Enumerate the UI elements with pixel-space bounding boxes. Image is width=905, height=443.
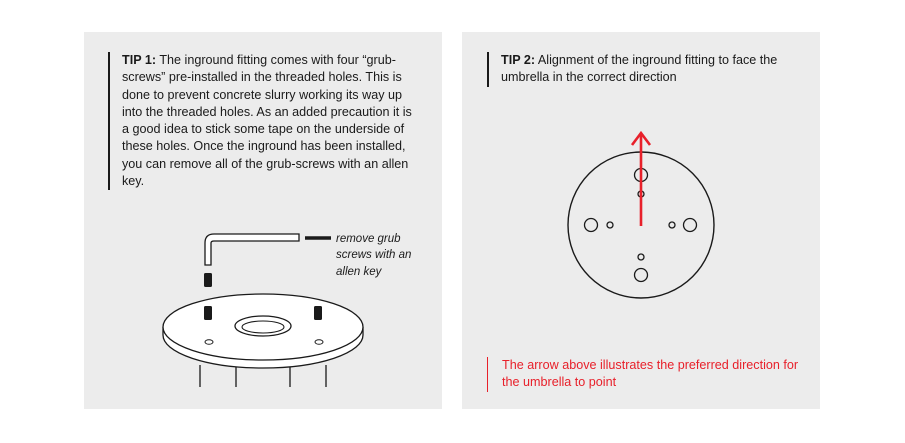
tip1-panel: [84, 32, 442, 409]
fitting-top-view-illustration: [462, 32, 820, 409]
tip2-body: Alignment of the inground fitting to face the umbrella in the correct direction: [501, 53, 778, 85]
direction-arrow-icon: [632, 133, 650, 226]
grub-screw-icon: [314, 306, 322, 320]
inground-fitting-illustration: [84, 32, 442, 409]
grub-screw-icon: [204, 306, 212, 320]
tip2-heading: TIP 2:: [501, 53, 536, 67]
callout-label: remove grub screws with an allen key: [336, 233, 412, 278]
tip1-body: The inground fitting comes with four “grub-screws” pre-installed in the threaded holes. This is done to prevent concrete slurry working its way up into the threaded holes. As an added precaution it is a good idea to stick some tape on the underside of these holes. Once the inground has been installed, you can remove all of the grub-screws with an allen key.: [122, 53, 412, 189]
arrow-caption: The arrow above illustrates the preferred direction for the umbrella to point: [487, 357, 812, 392]
allen-key-icon: [205, 234, 299, 265]
tip2-panel: [462, 32, 820, 409]
grub-screw-icon: [204, 273, 212, 287]
tip1-heading: TIP 1:: [122, 53, 157, 67]
